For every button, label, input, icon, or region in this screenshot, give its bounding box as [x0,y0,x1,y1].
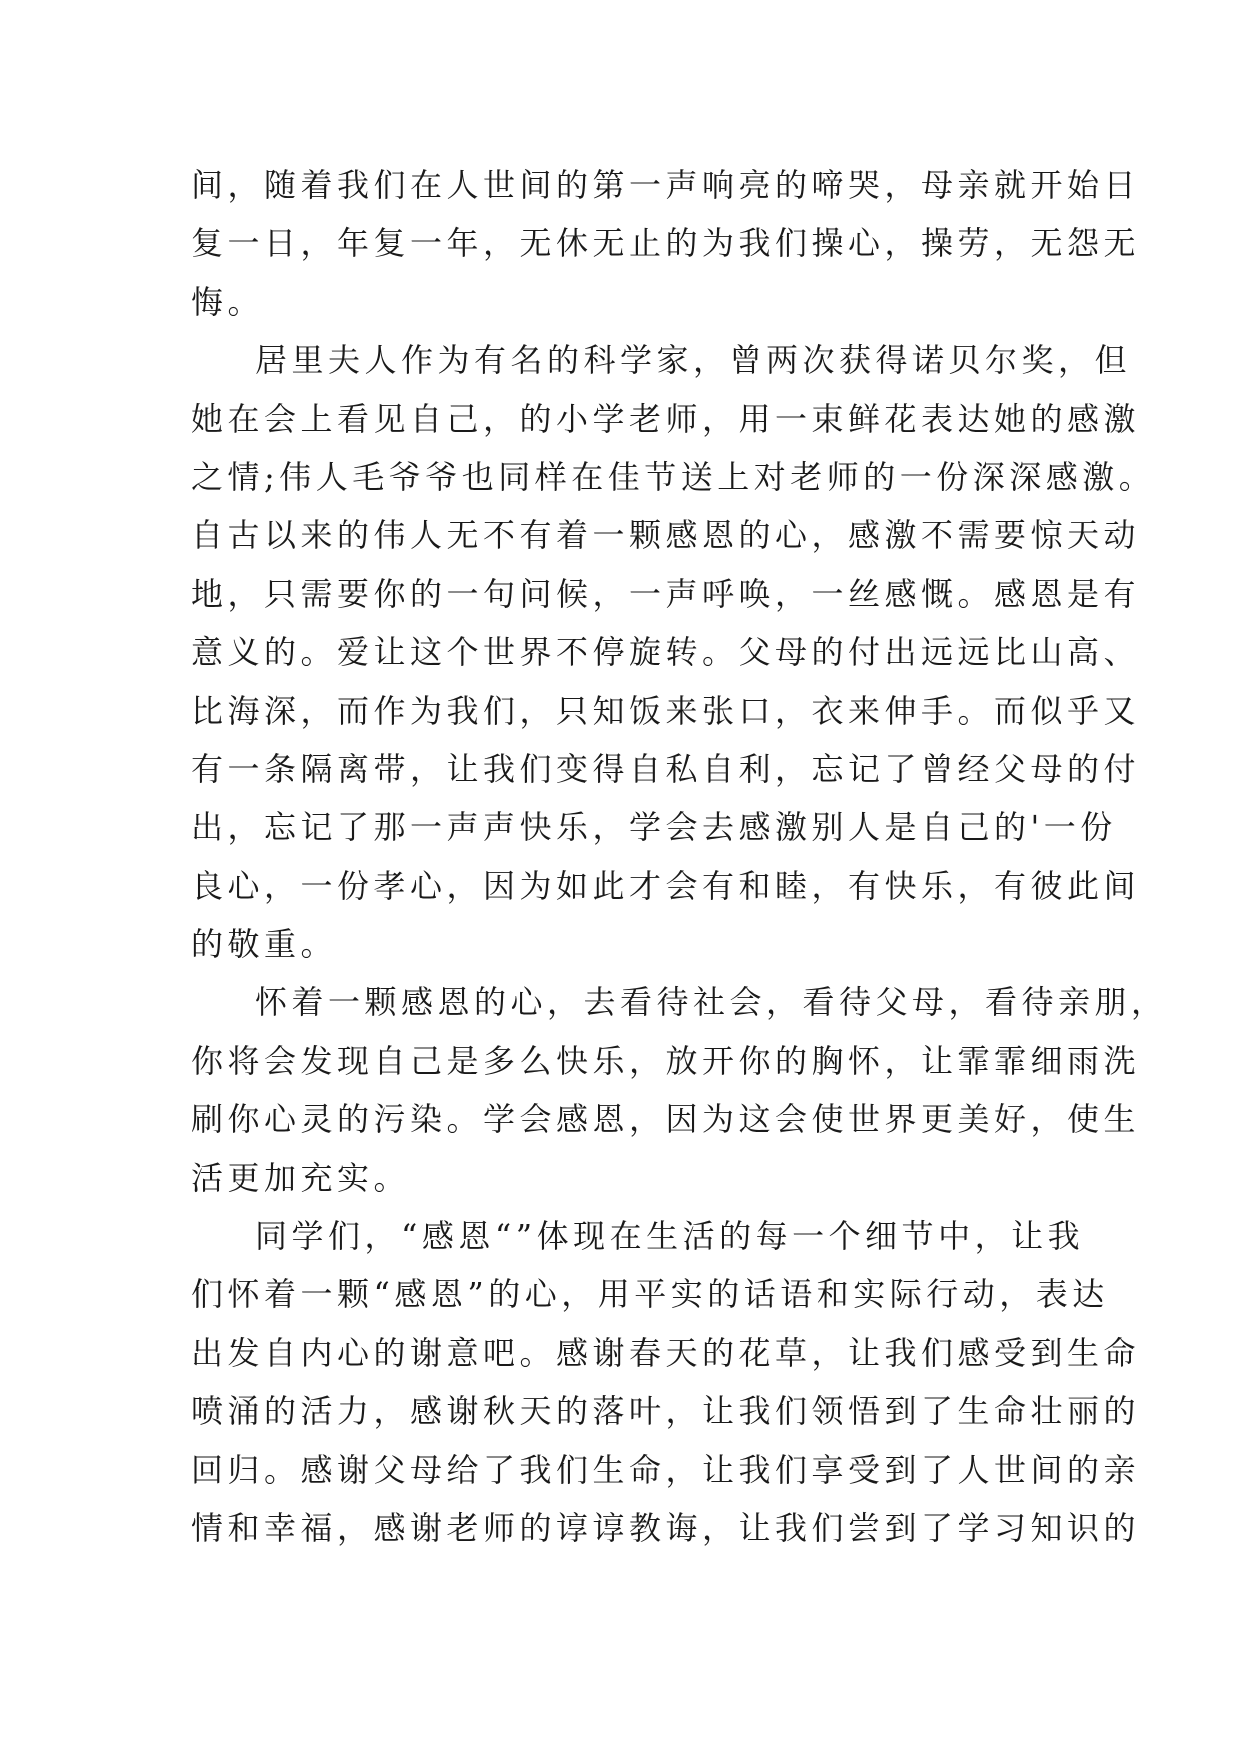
paragraph-first-line: 怀着一颗感恩的心，去看待社会，看待父母，看待亲朋， [255,983,1168,1022]
text-line: 地，只需要你的一句问候，一声呼唤，一丝感慨。感恩是有 [191,574,1141,613]
text-line: 意义的。爱让这个世界不停旋转。父母的付出远远比山高、 [191,633,1141,672]
text-line: 喷涌的活力，感谢秋天的落叶，让我们领悟到了生命壮丽的 [191,1392,1141,1431]
text-line: 自古以来的伟人无不有着一颗感恩的心，感激不需要惊天动 [191,516,1141,555]
text-line: 复一日，年复一年，无休无止的为我们操心，操劳，无怨无 [191,224,1141,263]
text-line: 情和幸福，感谢老师的谆谆教诲，让我们尝到了学习知识的 [191,1508,1141,1547]
paragraph-first-line: 居里夫人作为有名的科学家，曾两次获得诺贝尔奖，但 [255,341,1132,380]
text-line: 良心，一份孝心，因为如此才会有和睦，有快乐，有彼此间 [191,866,1141,905]
text-line: 悔。 [191,282,265,321]
text-line: 她在会上看见自己，的小学老师，用一束鲜花表达她的感激 [191,399,1141,438]
text-line: 出，忘记了那一声声快乐，学会去感激别人是自己的'一份 [191,808,1117,847]
text-line: 出发自内心的谢意吧。感谢春天的花草，让我们感受到生命 [191,1333,1141,1372]
text-line: 活更加充实。 [191,1158,411,1197]
text-line: 们怀着一颗“感恩”的心，用平实的话语和实际行动，表达 [191,1275,1109,1314]
paragraph-first-line: 同学们，“感恩“”体现在生活的每一个细节中，让我 [255,1217,1085,1256]
text-line: 之情;伟人毛爷爷也同样在佳节送上对老师的一份深深感激。 [191,457,1156,496]
document-body [191,156,1168,1557]
text-line: 你将会发现自己是多么快乐，放开你的胸怀，让霏霏细雨洗 [191,1041,1141,1080]
text-line: 间，随着我们在人世间的第一声响亮的啼哭，母亲就开始日 [191,166,1141,204]
text-line: 刷你心灵的污染。学会感恩，因为这会使世界更美好，使生 [191,1100,1141,1139]
text-line: 的敬重。 [191,925,338,964]
text-line: 比海深，而作为我们，只知饭来张口，衣来伸手。而似乎又 [191,691,1141,730]
text-line: 有一条隔离带，让我们变得自私自利，忘记了曾经父母的付 [191,749,1141,788]
text-line: 回归。感谢父母给了我们生命，让我们享受到了人世间的亲 [191,1450,1141,1489]
